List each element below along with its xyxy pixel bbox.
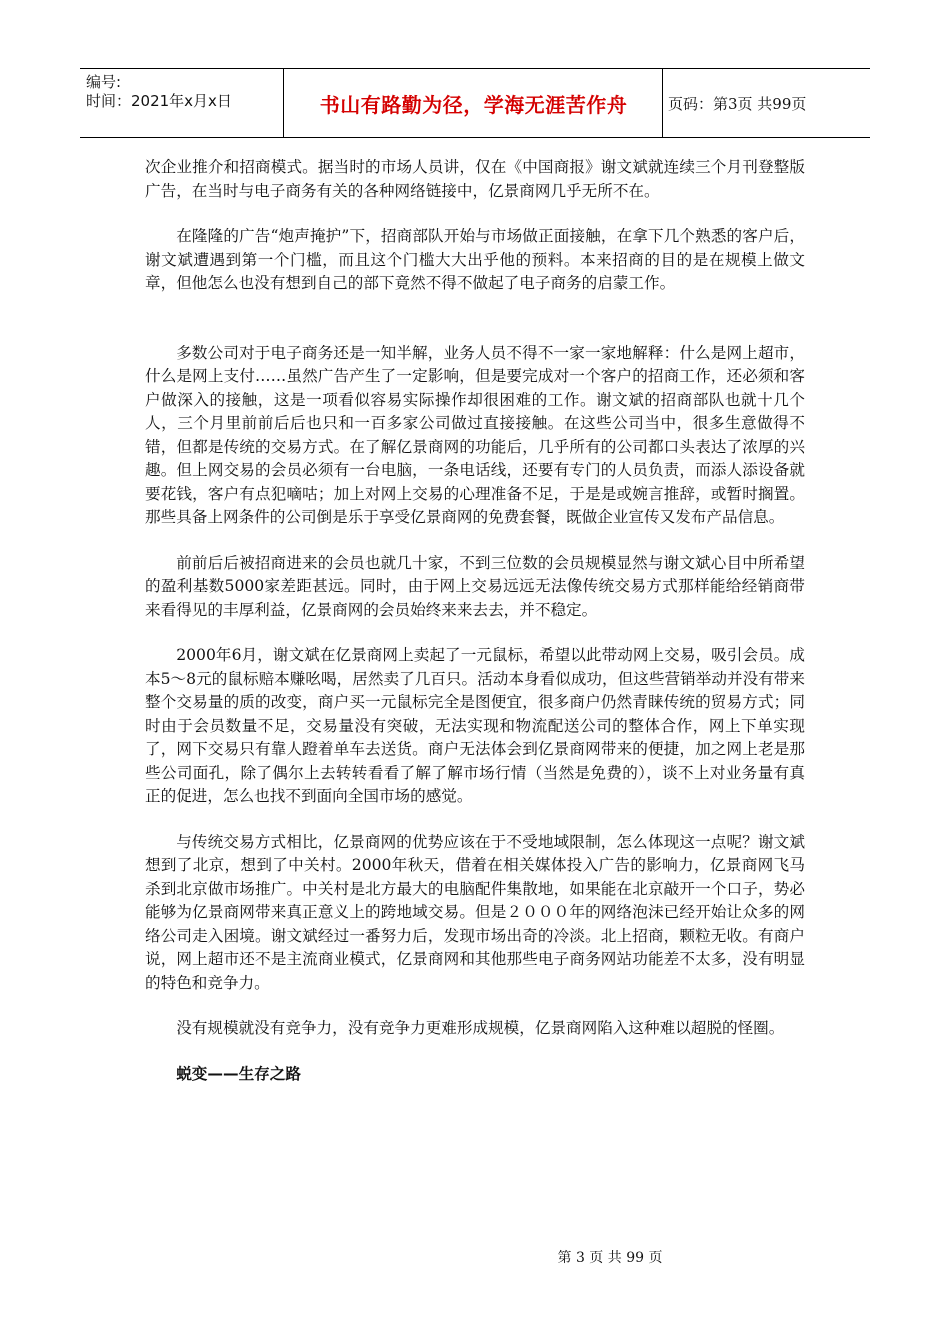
- page-footer: [0, 1247, 950, 1267]
- paragraph-5: 2000年6月，谢文斌在亿景商网上卖起了一元鼠标，希望以此带动网上交易，吸引会员。成本5～8元的鼠标赔本赚吆喝，居然卖了几百只。活动本身看似成功，但这些营销举动并没有带来整个交易量的质的改变，商户买一元鼠标完全是图便宜，很多商户仍然青睐传统的贸易方式；同时由于会员数量不足，交易量没有突破，无法实现和物流配送公司的整体合作，网上下单实现了，网下交易只有靠人蹬着单车去送货。商户无法体会到亿景商网带来的便捷，加之网上老是那些公司面孔，除了偶尔上去转转看看了解了解市场行情（当然是免费的），谈不上对业务量有真正的促进，怎么也找不到面向全国市场的感觉。: [145, 646, 805, 805]
- header-divider-left: [283, 69, 284, 137]
- document-body: [145, 156, 805, 1086]
- header-page-info: 页码：第3页 共99页: [668, 94, 807, 113]
- header-motto: 书山有路勤为径，学海无涯苦作舟: [319, 92, 628, 117]
- footer-page-number: 第 3 页 共 99 页: [557, 1250, 663, 1266]
- page-header: [80, 68, 870, 138]
- serial-label: 编号:: [86, 73, 122, 91]
- header-divider-right: [662, 69, 663, 137]
- paragraph-6: 与传统交易方式相比，亿景商网的优势应该在于不受地域限制，怎么体现这一点呢？谢文斌想到了北京，想到了中关村。2000年秋天，借着在相关媒体投入广告的影响力，亿景商网飞马杀到北京做市场推广。中关村是北方最大的电脑配件集散地，如果能在北京敲开一个口子，势必能够为亿景商网带来真正意义上的跨地域交易。但是２０００年的网络泡沫已经开始让众多的网络公司走入困境。谢文斌经过一番努力后，发现市场出奇的冷淡。北上招商，颗粒无收。有商户说，网上超市还不是主流商业模式，亿景商网和其他那些电子商务网站功能差不太多，没有明显的特色和竞争力。: [145, 832, 805, 992]
- paragraph-7: 没有规模就没有竞争力，没有竞争力更难形成规模，亿景商网陷入这种难以超脱的怪圈。: [176, 1019, 785, 1037]
- paragraph-3: 多数公司对于电子商务还是一知半解，业务人员不得不一家一家地解释：什么是网上超市，什么是网上支付……虽然广告产生了一定影响，但是要完成对一个客户的招商工作，还必须和客户做深入的接触，这是一项看似容易实际操作却很困难的工作。谢文斌的招商部队也就十几个人，三个月里前前后后也只和一百多家公司做过直接接触。在这些公司当中，很多生意做得不错，但都是传统的交易方式。在了解亿景商网的功能后，几乎所有的公司都口头表达了浓厚的兴趣。但上网交易的会员必须有一台电脑，一条电话线，还要有专门的人员负责，而添人添设备就要花钱，客户有点犯嘀咕；加上对网上交易的心理准备不足，于是是或婉言推辞，或暂时搁置。那些具备上网条件的公司倒是乐于享受亿景商网的免费套餐，既做企业宣传又发布产品信息。: [145, 343, 805, 526]
- section-title: 蜕变——生存之路: [176, 1064, 301, 1083]
- paragraph-1: 次企业推介和招商模式。据当时的市场人员讲，仅在《中国商报》谢文斌就连续三个月刊登整版广告，在当时与电子商务有关的各种网络链接中，亿景商网几乎无所不在。: [145, 158, 805, 200]
- paragraph-4: 前前后后被招商进来的会员也就几十家，不到三位数的会员规模显然与谢文斌心目中所希望的盈利基数5000家差距甚远。同时，由于网上交易远远无法像传统交易方式那样能给经销商带来看得见的丰厚利益，亿景商网的会员始终来来去去，并不稳定。: [145, 553, 805, 619]
- time-label: 时间：2021年x月x日: [86, 92, 232, 110]
- header-meta: [86, 73, 232, 111]
- paragraph-2: 在隆隆的广告“炮声掩护”下，招商部队开始与市场做正面接触，在拿下几个熟悉的客户后，谢文斌遭遇到第一个门槛，而且这个门槛大大出乎他的预料。本来招商的目的是在规模上做文章，但他怎么也没有想到自己的部下竟然不得不做起了电子商务的启蒙工作。: [145, 227, 805, 292]
